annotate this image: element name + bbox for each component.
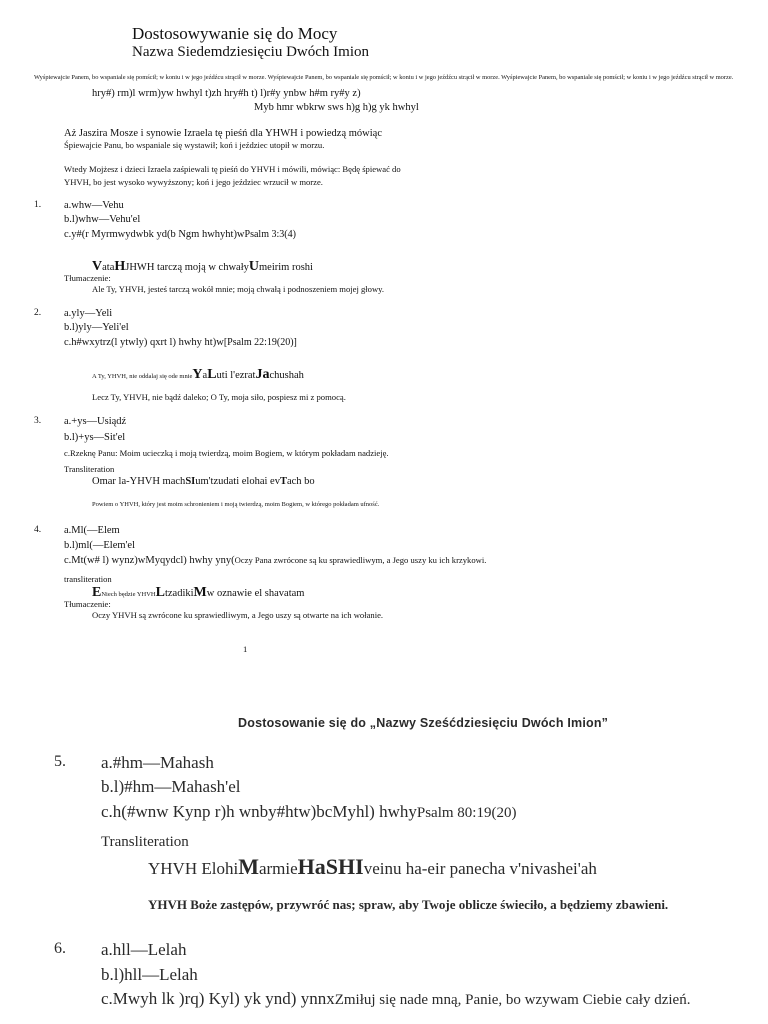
entry-translation: YHVH Boże zastępów, przywróć nas; spraw, aby Twoje oblicze świeciło, a będziemy zbawieni.	[148, 897, 669, 912]
entry-c-reference: [Psalm 22:19(20)]	[223, 337, 297, 348]
entry-c-hebrew: c.h#wxytrz(l ytwly) qxrt l) hwhy ht)w	[64, 337, 224, 348]
entry-transliteration: Omar la-YHVH machSIum'tzudati elohai evTach bo	[92, 476, 315, 487]
intro-hebrew-line-2: Myb hmr wbkrw sws h)g h)g yk hwhyl	[254, 102, 419, 113]
entry-a: a.Ml(—Elem	[64, 525, 120, 536]
intro-hebrew-line-1: hry#) rm)l wrm)yw hwhyl t)zh hry#h t) l)r#y ynbw h#m ry#y z)	[92, 88, 361, 99]
document-title: Dostosowywanie się do Mocy	[132, 24, 338, 43]
entry-label: transliteration	[64, 574, 112, 584]
entry-label-2: Tłumaczenie:	[64, 599, 111, 609]
intro-line-2: Śpiewajcie Panu, bo wspaniale się wystawił; koń i jeździec utopił w morzu.	[64, 140, 325, 150]
entry-c-hebrew: c.Mt(w# l) wynz)wMyqydcl) hwhy yny(	[64, 555, 235, 566]
entry-transliteration: VataHJHWH tarczą moją w chwałyUmeirim roshi	[92, 259, 313, 274]
page2-title: Dostosowanie się do „Nazwy Sześćdziesięciu Dwóch Imion”	[238, 716, 609, 730]
entry-number: 4.	[34, 525, 42, 535]
entry-a: a.+ys—Usiądź	[64, 416, 127, 427]
document-subtitle: Nazwa Siedemdziesięciu Dwóch Imion	[132, 44, 370, 60]
entry-c: c.Rzeknę Panu: Moim ucieczką i moją twierdzą, moim Bogiem, w którym pokładam nadzieję.	[64, 448, 389, 458]
entry-c-reference: Psalm 80:19(20)	[416, 805, 517, 821]
entry-a: a.#hm—Mahash	[101, 753, 214, 772]
entry-b: b.l)yly—Yeli'el	[64, 322, 129, 333]
entry-transliteration: ENiech będzie YHVHLtzadikiMw oznawie el shavatam	[92, 585, 305, 600]
entry-b: b.l)hll—Lelah	[101, 965, 198, 984]
entry-label: Transliteration	[64, 464, 115, 474]
entry-label: Transliteration	[101, 834, 189, 850]
entry-c-reference: Psalm 3:3(4)	[244, 229, 296, 240]
entry-translation: Powiem o YHVH, który jest moim schronieniem i moją twierdzą, moim Bogiem, w którego pokładam ufność.	[92, 501, 380, 508]
entry-number: 6.	[54, 940, 66, 957]
entry-c-translation: Zmiłuj się nade mną, Panie, bo wzywam Ciebie cały dzień.	[334, 992, 691, 1008]
entry-transliteration: YHVH ElohiMarmieHaSHIveinu ha-eir panecha v'nivashei'ah	[148, 854, 597, 879]
entry-translation: Oczy YHVH są zwrócone ku sprawiedliwym, a Jego uszy są otwarte na ich wołanie.	[92, 610, 384, 620]
entry-number: 1.	[34, 200, 42, 210]
entry-b: b.l)ml(—Elem'el	[64, 540, 135, 551]
entry-c-hebrew: c.Mwyh lk )rq) Kyl) yk ynd) ynnx	[101, 989, 335, 1008]
entry-number: 3.	[34, 416, 42, 426]
entry-number: 5.	[54, 753, 66, 770]
entry-translation: Lecz Ty, YHVH, nie bądź daleko; O Ty, moja siło, pospiesz mi z pomocą.	[92, 392, 346, 402]
entry-c	[101, 802, 516, 822]
entry-label: Tłumaczenie:	[64, 273, 111, 283]
entry-number: 2.	[34, 308, 42, 318]
entry-c	[101, 989, 690, 1009]
entry-a: a.whw—Vehu	[64, 200, 124, 211]
entry-translation: Ale Ty, YHVH, jesteś tarczą wokół mnie; moją chwałą i podnoszeniem mojej głowy.	[92, 284, 385, 294]
entry-b: b.l)+ys—Sit'el	[64, 432, 126, 443]
entry-c	[64, 229, 296, 240]
page-number: 1	[243, 644, 248, 654]
entry-c	[64, 337, 297, 348]
entry-a: a.hll—Lelah	[101, 940, 187, 959]
entry-c-translation: Oczy Pana zwrócone są ku sprawiedliwym, a Jego uszy ku ich krzykowi.	[234, 555, 487, 565]
entry-c-hebrew: c.h(#wnw Kynp r)h wnby#htw)bcMyhl) hwhy	[101, 802, 417, 821]
entry-transliteration: A Ty, YHVH, nie oddalaj się ode mnieYaLuti l'ezratJachushah	[92, 367, 304, 382]
intro-line-1: Aż Jaszira Mosze i synowie Izraela tę pieśń dla YHWH i powiedzą mówiąc	[64, 128, 382, 139]
intro-line-3a: Wtedy Mojżesz i dzieci Izraela zaśpiewali tę pieśń do YHVH i mówili, mówiąc: Będę śpiewać do	[64, 164, 401, 174]
entry-c	[64, 555, 486, 566]
intro-banner: Wyśpiewajcie Panem, bo wspaniale się pomścił; w koniu i w jego jeźdźcu strącił w morze. Wyśpiewajcie Panem, bo wspaniale się pomścił; w koniu i w jego jeźdźcu strącił w morze. Wyśpiewajcie Panem, bo wspaniale się pomścił; w koniu i w jego jeźdźcu strącił w morze.	[34, 74, 734, 81]
entry-b: b.l)#hm—Mahash'el	[101, 777, 241, 796]
entry-b: b.l)whw—Vehu'el	[64, 214, 141, 225]
entry-a: a.yly—Yeli	[64, 308, 113, 319]
intro-line-3b: YHVH, bo jest wysoko wywyższony; koń i jego jeździec wrzucił w morze.	[64, 177, 323, 187]
entry-c-hebrew: c.y#(r Myrmwydwbk yd(b Ngm hwhyht)w	[64, 229, 245, 240]
